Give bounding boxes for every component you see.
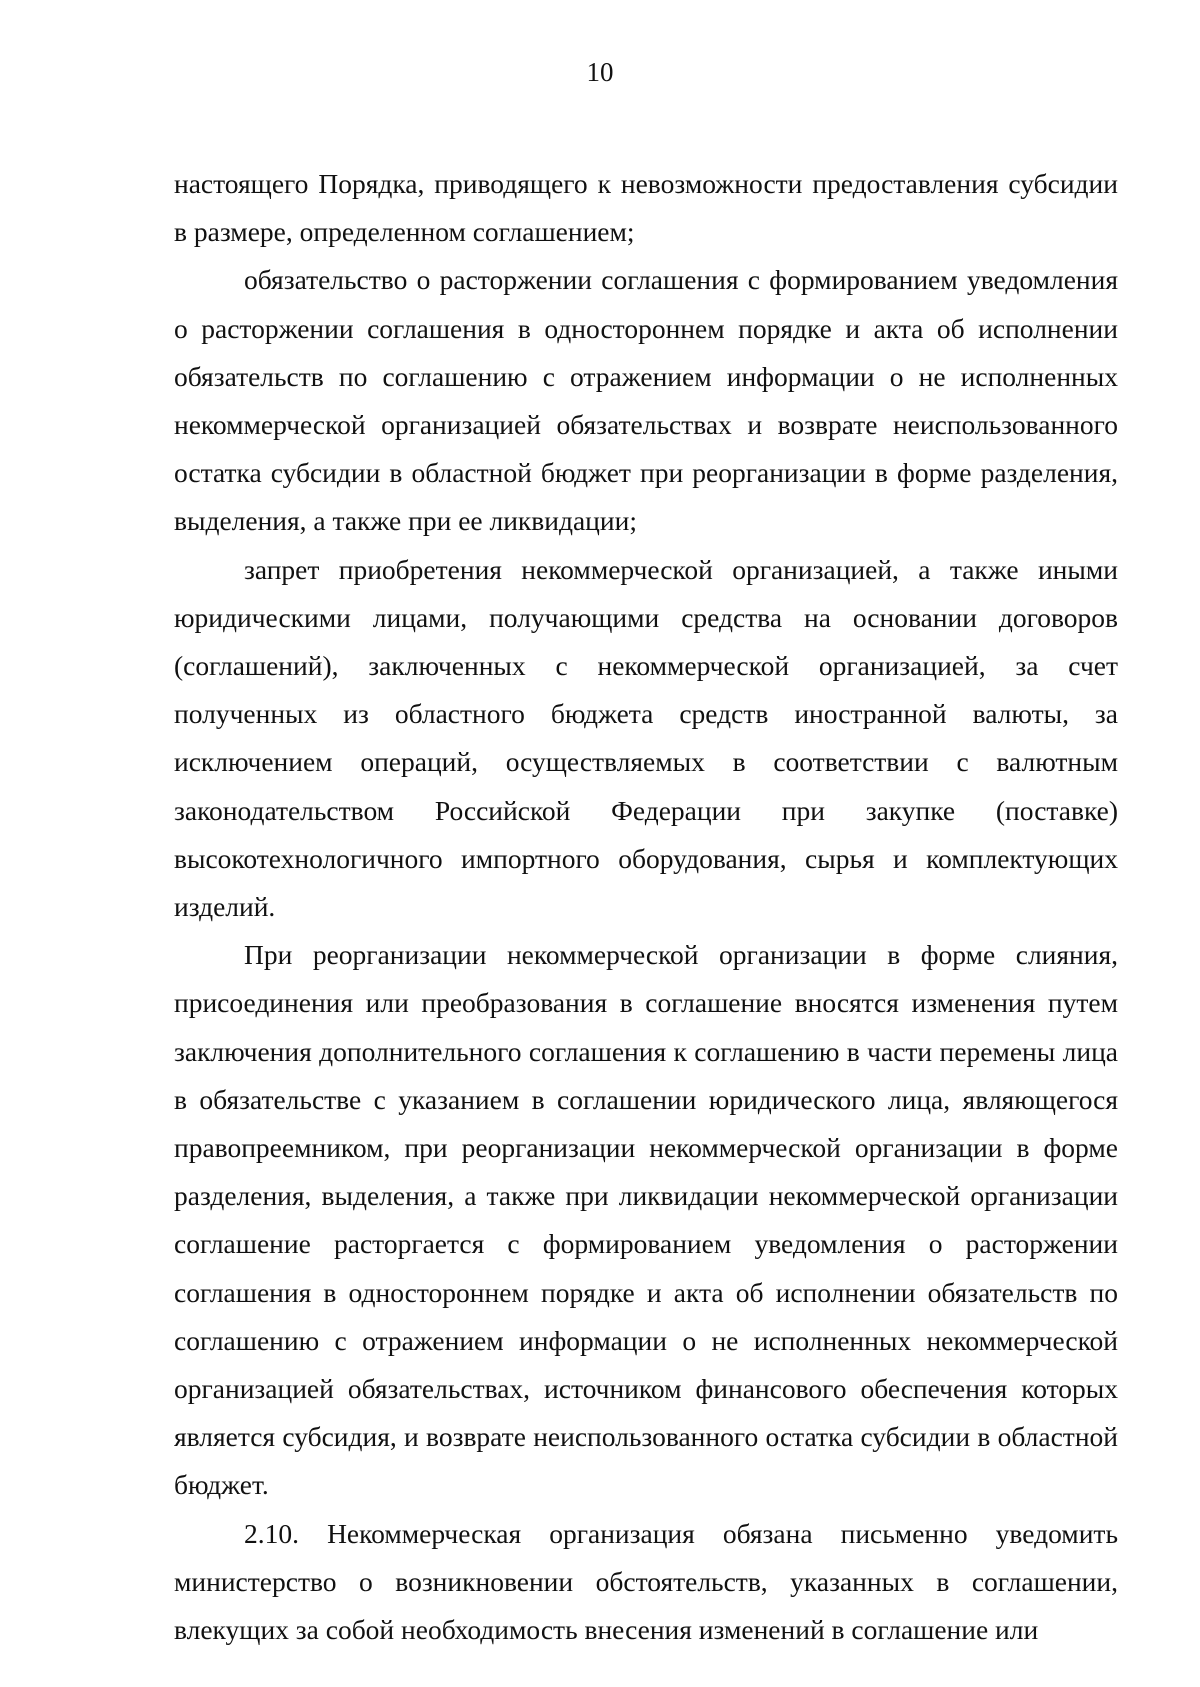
- paragraph-termination-obligation: обязательство о расторжении соглашения с формированием уведомления о расторжении соглашения в одностороннем порядке и акта об исполнении обязательств по соглашению с отражением информации о не исполненных некоммерческой организацией обязательствах и возврате неиспользованного остатка субсидии в областной бюджет при реорганизации в форме разделения, выделения, а также при ее ликвидации;: [174, 264, 1118, 537]
- paragraph-currency-prohibition: запрет приобретения некоммерческой организацией, а также иными юридическими лицами, получающими средства на основании договоров (соглашений), заключенных с некоммерческой организацией, за счет полученных из областного бюджета средств иностранной валюты, за исключением операций, осуществляемых в соответствии с валютным законодательством Российской Федерации при закупке (поставке) высокотехнологичного импортного оборудования, сырья и комплектующих изделий.: [174, 553, 1118, 923]
- paragraph-2-10: 2.10. Некоммерческая организация обязана письменно уведомить министерство о возникновении обстоятельств, указанных в соглашении, влекущих за собой необходимость внесения изменений в соглашение или: [174, 1517, 1118, 1646]
- paragraph-reorganization: При реорганизации некоммерческой организации в форме слияния, присоединения или преобразования в соглашение вносятся изменения путем заключения дополнительного соглашения к соглашению в части перемены лица в обязательстве с указанием в соглашении юридического лица, являющегося правопреемником, при реорганизации некоммерческой организации в форме разделения, выделения, а также при ликвидации некоммерческой организации соглашение расторгается с формированием уведомления о расторжении соглашения в одностороннем порядке и акта об исполнении обязательств по соглашению с отражением информации о не исполненных некоммерческой организацией обязательствах, источником финансового обеспечения которых является субсидия, и возврате неиспользованного остатка субсидии в областной бюджет.: [174, 939, 1118, 1501]
- document-body: [174, 160, 1118, 1654]
- page-number: 10: [586, 57, 614, 87]
- paragraph-continuation: настоящего Порядка, приводящего к невозможности предоставления субсидии в размере, определенном соглашением;: [174, 168, 1118, 248]
